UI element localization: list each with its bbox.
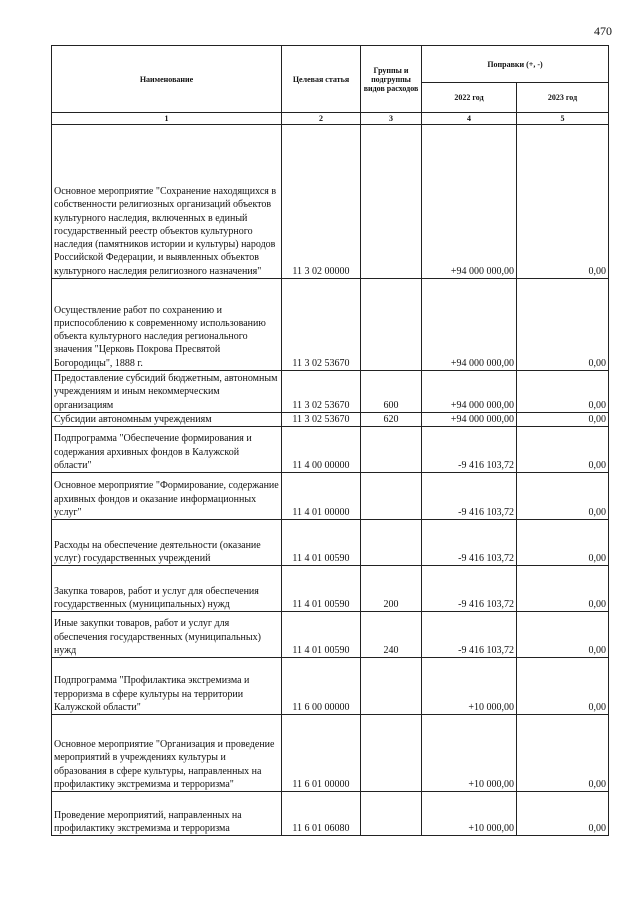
row-group	[361, 520, 422, 566]
row-name: Основное мероприятие "Формирование, содержание архивных фондов и оказание информационных услуг"	[52, 473, 282, 520]
row-amount-2022: +94 000 000,00	[422, 413, 517, 427]
row-name: Осуществление работ по сохранению и приспособлению к современному использованию объекта культурного наследия регионального значения "Церковь Покрова Пресвятой Богородицы", 1888 г.	[52, 279, 282, 371]
header-year-2023: 2023 год	[517, 83, 609, 113]
row-amount-2023: 0,00	[517, 715, 609, 792]
row-amount-2022: +94 000 000,00	[422, 279, 517, 371]
table-row	[52, 371, 609, 413]
row-target-article: 11 4 01 00590	[282, 612, 361, 658]
row-target-article: 11 3 02 00000	[282, 125, 361, 279]
row-name: Основное мероприятие "Организация и проведение мероприятий в учреждениях культуры и образования в сфере культуры, направленных на профилактику экстремизма и терроризма"	[52, 715, 282, 792]
row-group	[361, 658, 422, 715]
table-row	[52, 715, 609, 792]
column-number: 1	[52, 113, 282, 125]
table-row	[52, 612, 609, 658]
row-amount-2023: 0,00	[517, 279, 609, 371]
row-group	[361, 427, 422, 473]
row-name: Иные закупки товаров, работ и услуг для обеспечения государственных (муниципальных) нужд	[52, 612, 282, 658]
row-group	[361, 125, 422, 279]
column-number: 5	[517, 113, 609, 125]
row-amount-2022: -9 416 103,72	[422, 473, 517, 520]
table-row	[52, 566, 609, 612]
table-row	[52, 520, 609, 566]
row-group: 240	[361, 612, 422, 658]
header-groups: Группы и подгруппы видов расходов	[361, 46, 422, 113]
row-name: Основное мероприятие "Сохранение находящихся в собственности религиозных организаций объектов культурного наследия, включенных в единый государственный реестр объектов культурного наследия (памятников истории и культуры) народов Российской Федерации, и выявленных объектов культурного наследия религиозного назначения"	[52, 125, 282, 279]
row-amount-2023: 0,00	[517, 612, 609, 658]
column-number: 4	[422, 113, 517, 125]
column-number-row	[52, 113, 609, 125]
row-amount-2022: +94 000 000,00	[422, 125, 517, 279]
row-group: 620	[361, 413, 422, 427]
row-target-article: 11 6 01 00000	[282, 715, 361, 792]
row-amount-2023: 0,00	[517, 566, 609, 612]
row-amount-2022: +94 000 000,00	[422, 371, 517, 413]
row-amount-2023: 0,00	[517, 792, 609, 836]
row-target-article: 11 3 02 53670	[282, 371, 361, 413]
row-target-article: 11 4 01 00590	[282, 520, 361, 566]
table-row	[52, 427, 609, 473]
row-group	[361, 792, 422, 836]
page-number: 470	[594, 24, 612, 38]
row-amount-2022: -9 416 103,72	[422, 520, 517, 566]
row-name: Субсидии автономным учреждениям	[52, 413, 282, 427]
table-row	[52, 413, 609, 427]
row-amount-2023: 0,00	[517, 427, 609, 473]
row-target-article: 11 3 02 53670	[282, 413, 361, 427]
row-target-article: 11 4 00 00000	[282, 427, 361, 473]
row-target-article: 11 6 00 00000	[282, 658, 361, 715]
row-amount-2022: +10 000,00	[422, 792, 517, 836]
row-target-article: 11 6 01 06080	[282, 792, 361, 836]
row-name: Закупка товаров, работ и услуг для обеспечения государственных (муниципальных) нужд	[52, 566, 282, 612]
row-group	[361, 715, 422, 792]
table-row	[52, 279, 609, 371]
row-amount-2023: 0,00	[517, 125, 609, 279]
column-number: 2	[282, 113, 361, 125]
header-name: Наименование	[52, 46, 282, 113]
row-name: Подпрограмма "Профилактика экстремизма и терроризма в сфере культуры на территории Калужской области"	[52, 658, 282, 715]
header-amendments: Поправки (+, -)	[422, 46, 609, 83]
row-name: Предоставление субсидий бюджетным, автономным учреждениям и иным некоммерческим организациям	[52, 371, 282, 413]
row-amount-2023: 0,00	[517, 520, 609, 566]
table-row	[52, 792, 609, 836]
header-year-2022: 2022 год	[422, 83, 517, 113]
row-amount-2023: 0,00	[517, 371, 609, 413]
header-target-article: Целевая статья	[282, 46, 361, 113]
row-name: Расходы на обеспечение деятельности (оказание услуг) государственных учреждений	[52, 520, 282, 566]
row-amount-2022: +10 000,00	[422, 715, 517, 792]
row-target-article: 11 4 01 00000	[282, 473, 361, 520]
row-group: 600	[361, 371, 422, 413]
row-amount-2023: 0,00	[517, 473, 609, 520]
column-number: 3	[361, 113, 422, 125]
table-row	[52, 473, 609, 520]
row-group	[361, 473, 422, 520]
row-amount-2022: -9 416 103,72	[422, 427, 517, 473]
table-row	[52, 658, 609, 715]
budget-table	[51, 45, 609, 836]
row-amount-2022: -9 416 103,72	[422, 612, 517, 658]
row-amount-2022: -9 416 103,72	[422, 566, 517, 612]
row-name: Подпрограмма "Обеспечение формирования и содержания архивных фондов в Калужской области"	[52, 427, 282, 473]
row-group: 200	[361, 566, 422, 612]
row-amount-2023: 0,00	[517, 413, 609, 427]
row-group	[361, 279, 422, 371]
row-target-article: 11 3 02 53670	[282, 279, 361, 371]
row-target-article: 11 4 01 00590	[282, 566, 361, 612]
table-row	[52, 125, 609, 279]
row-name: Проведение мероприятий, направленных на профилактику экстремизма и терроризма	[52, 792, 282, 836]
row-amount-2023: 0,00	[517, 658, 609, 715]
row-amount-2022: +10 000,00	[422, 658, 517, 715]
